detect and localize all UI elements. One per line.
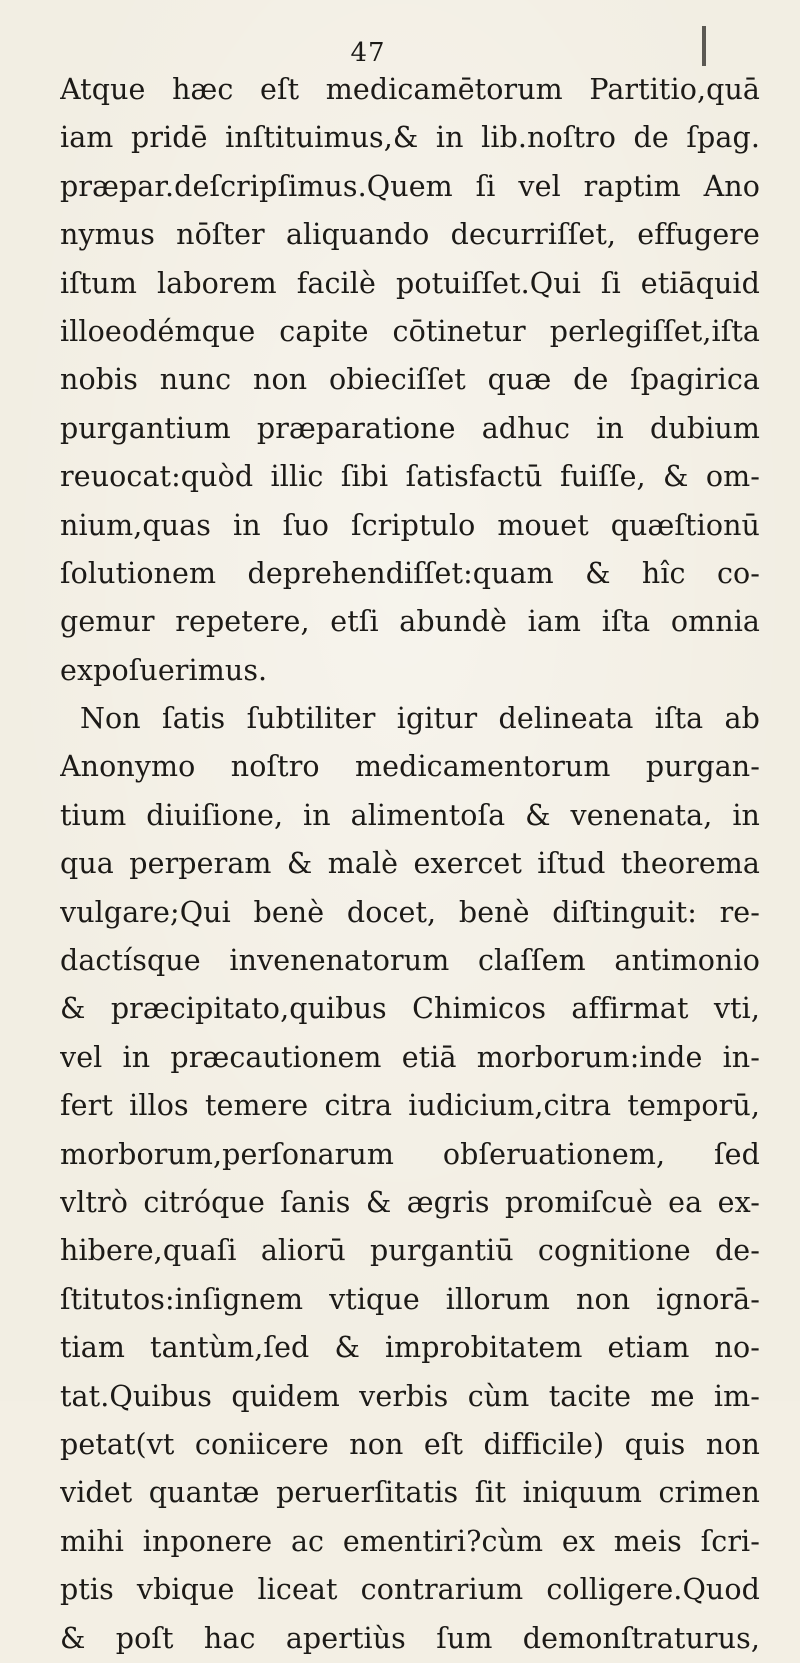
text-line: ſolutionem deprehendiſſet:quam & hîc co- [60, 556, 760, 590]
text-line: purgantium præparatione adhuc in dubium [60, 411, 760, 445]
text-line: vltrò citróque ſanis & ægris promiſcuè ea ex- [60, 1185, 760, 1219]
text-line: ſtitutos:inſignem vtique illorum non ignorā- [60, 1282, 760, 1316]
text-line: petat(vt coniicere non eſt difficile) quis non [60, 1427, 760, 1461]
text-line: ptis vbique liceat contrarium colligere.Quod [60, 1573, 760, 1607]
text-line: fert illos temere citra iudicium,citra temporū, [60, 1089, 760, 1123]
text-line: vel in præcautionem etiā morborum:inde in- [60, 1040, 760, 1074]
body-text [60, 66, 760, 1663]
margin-mark [702, 26, 706, 66]
text-line: illoeodémque capite cōtinetur perlegiſſet,iſta [60, 314, 760, 348]
text-line: tat.Quibus quidem verbis cùm tacite me im- [60, 1379, 760, 1413]
text-line: videt quantæ peruerſitatis ſit iniquum crimen [60, 1476, 760, 1510]
text-line: reuocat:quòd illic ſibi ſatisfactū fuiſſe, & om- [60, 460, 760, 494]
text-line: expoſuerimus. [60, 653, 268, 687]
text-line: nobis nunc non obieciſſet quæ de ſpagirica [60, 363, 760, 397]
text-line: qua perperam & malè exercet iſtud theorema [60, 847, 760, 881]
text-line: tium diuiſione, in alimentoſa & venenata, in [60, 798, 760, 832]
page-number: 47 [350, 38, 386, 68]
text-line: vulgare;Qui benè docet, benè diſtinguit: re- [60, 895, 760, 929]
text-line: dactísque invenenatorum claſſem antimonio [60, 944, 760, 978]
text-line: præpar.deſcripſimus.Quem ſi vel raptim Ano [60, 169, 760, 203]
text-line: iſtum laborem facilè potuiſſet.Qui ſi etiāquid [60, 266, 760, 300]
text-line: hibere,quaſi aliorū purgantiū cognitione de- [60, 1234, 760, 1268]
text-line: nymus nōſter aliquando decurriſſet, effugere [60, 218, 760, 252]
text-line: Anonymo noſtro medicamentorum purgan- [60, 750, 760, 784]
text-line: Atque hæc eſt medicamētorum Partitio,quā [60, 73, 760, 106]
text-line: morborum,perſonarum obſeruationem, ſed [60, 1137, 760, 1171]
text-line: nium,quas in ſuo ſcriptulo mouet quæſtionū [60, 508, 760, 542]
text-line: mihi inponere ac ementiri?cùm ex meis ſcri- [60, 1524, 760, 1558]
text-line: gemur repetere, etſi abundè iam iſta omnia [60, 605, 760, 639]
text-line: iam pridē inſtituimus,& in lib.noſtro de ſpag. [60, 121, 760, 155]
text-line: & præcipitato,quibus Chimicos affirmat vti, [60, 992, 760, 1026]
text-line: Non ſatis ſubtiliter igitur delineata iſta ab [80, 702, 760, 736]
text-line: tiam tantùm,ſed & improbitatem etiam no- [60, 1331, 760, 1365]
text-line: & poſt hac apertiùs ſum demonſtraturus, [60, 1621, 760, 1655]
